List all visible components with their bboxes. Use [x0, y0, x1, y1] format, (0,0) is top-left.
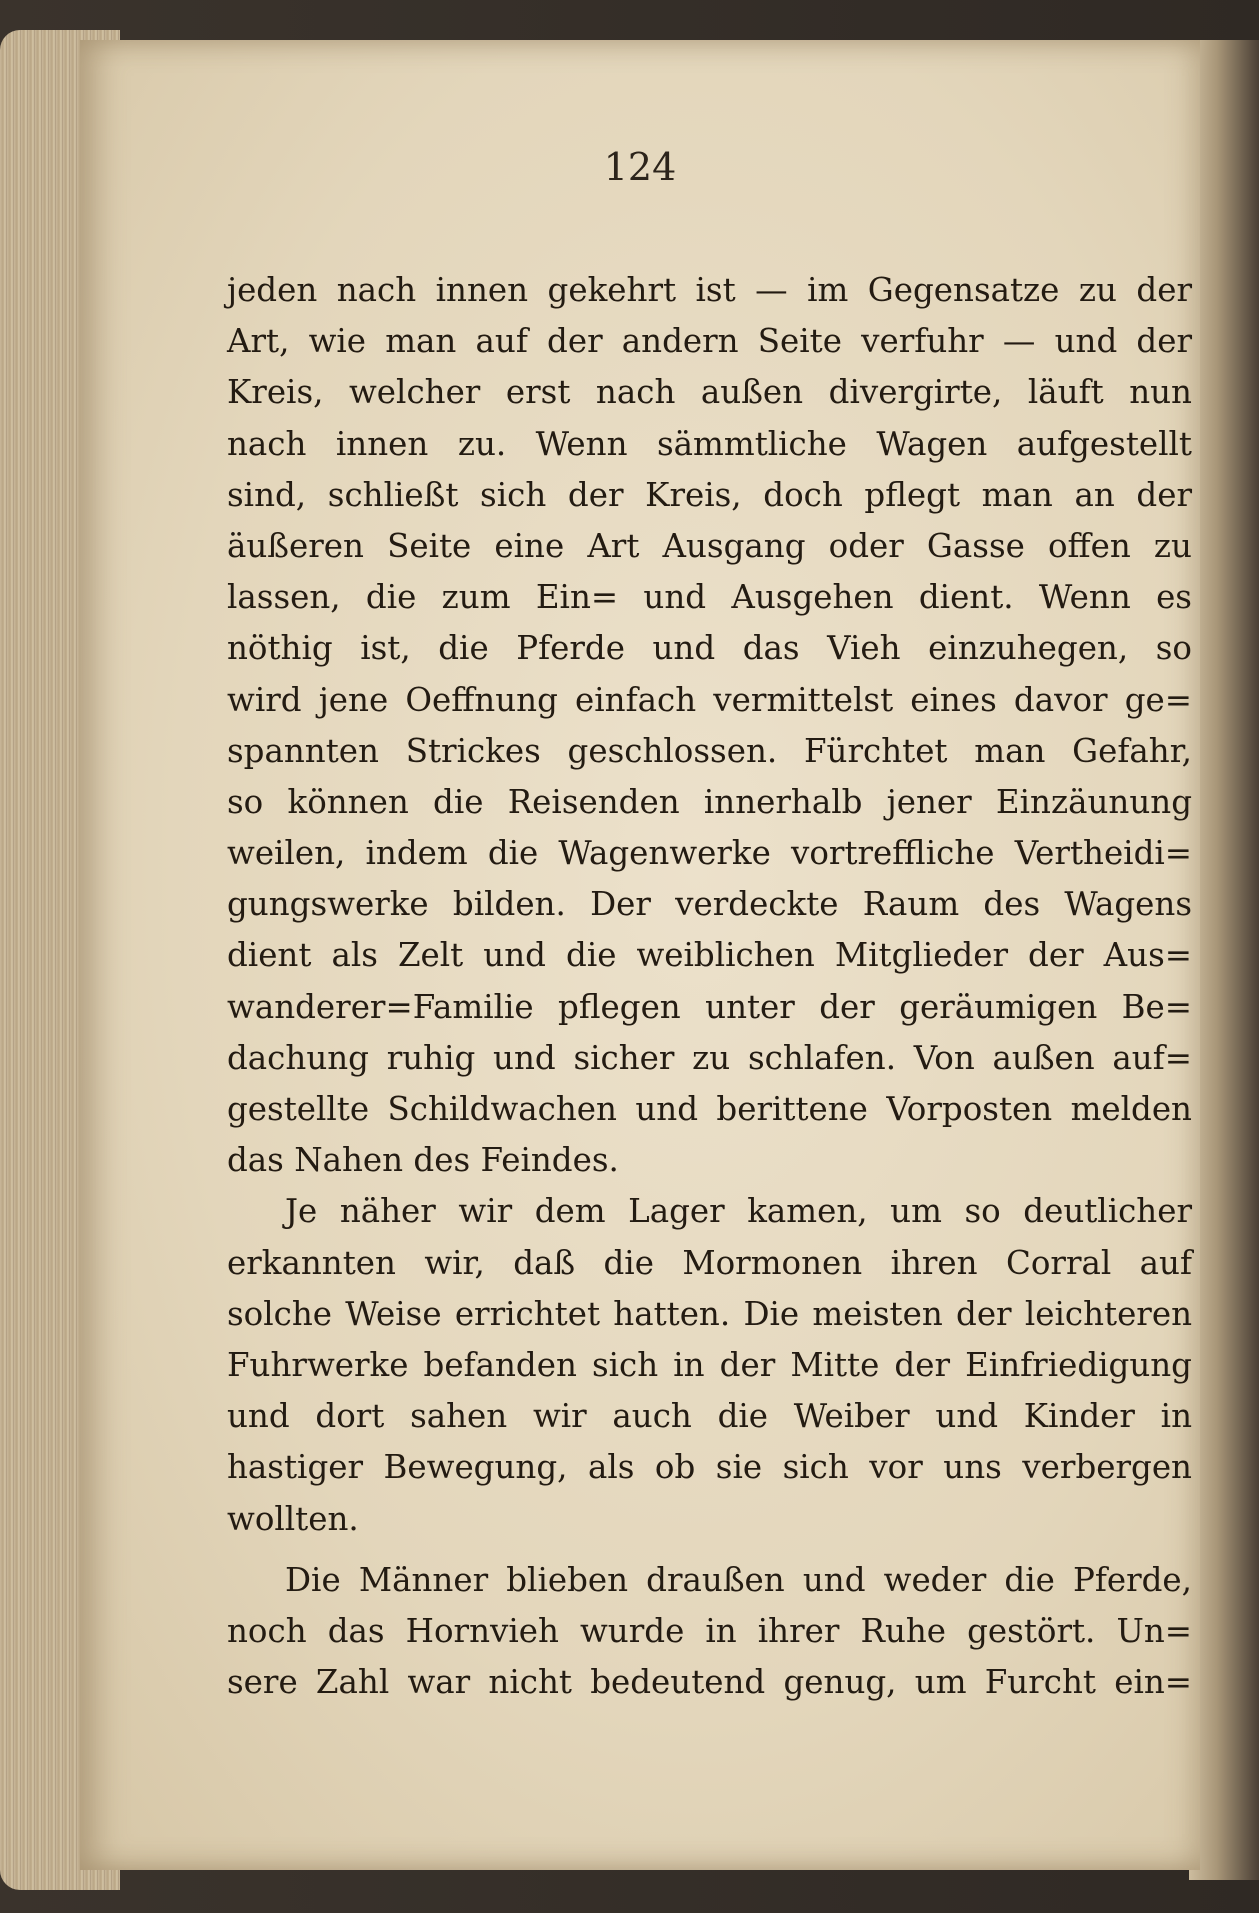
- text-line: wird jene Oeffnung einfach vermittelst eines davor ge=: [227, 680, 1192, 719]
- text-line: so können die Reisenden innerhalb jener Einzäunung: [227, 782, 1192, 821]
- text-line: gungswerke bilden. Der verdeckte Raum des Wagens: [227, 885, 1192, 924]
- body-text: [227, 265, 1192, 1708]
- text-line: sere Zahl war nicht bedeutend genug, um Furcht ein=: [227, 1663, 1192, 1702]
- page-number: 124: [603, 145, 677, 189]
- text-line: das Nahen des Feindes.: [227, 1141, 619, 1180]
- text-line: dachung ruhig und sicher zu schlafen. Von außen auf=: [227, 1038, 1192, 1077]
- text-line: dient als Zelt und die weiblichen Mitglieder der Aus=: [227, 936, 1192, 975]
- text-line: noch das Hornvieh wurde in ihrer Ruhe gestört. Un=: [227, 1611, 1192, 1650]
- text-line: hastiger Bewegung, als ob sie sich vor uns verbergen: [227, 1448, 1192, 1487]
- paragraph-3: [227, 1555, 1192, 1709]
- text-line: Je näher wir dem Lager kamen, um so deutlicher: [285, 1192, 1192, 1231]
- text-line: wanderer=Familie pflegen unter der geräumigen Be=: [227, 987, 1192, 1026]
- text-line: Fuhrwerke befanden sich in der Mitte der Einfriedigung: [227, 1345, 1192, 1384]
- text-line: Art, wie man auf der andern Seite verfuhr — und der: [227, 322, 1192, 361]
- text-line: wollten.: [227, 1499, 359, 1538]
- text-line: jeden nach innen gekehrt ist — im Gegensatze zu der: [227, 271, 1192, 309]
- text-line: nach innen zu. Wenn sämmtliche Wagen aufgestellt: [227, 424, 1192, 463]
- paragraph-2: [227, 1186, 1192, 1544]
- text-line: nöthig ist, die Pferde und das Vieh einzuhegen, so: [227, 629, 1192, 668]
- text-line: Kreis, welcher erst nach außen divergirte, läuft nun: [227, 373, 1192, 412]
- text-line: lassen, die zum Ein= und Ausgehen dient. Wenn es: [227, 578, 1192, 617]
- text-line: und dort sahen wir auch die Weiber und Kinder in: [227, 1397, 1192, 1436]
- text-line: gestellte Schildwachen und berittene Vorposten melden: [227, 1090, 1192, 1128]
- text-line: solche Weise errichtet hatten. Die meisten der leichteren: [227, 1294, 1192, 1333]
- text-line: sind, schließt sich der Kreis, doch pflegt man an der: [227, 475, 1192, 514]
- paragraph-1: [227, 265, 1192, 1186]
- text-line: Die Männer blieben draußen und weder die Pferde,: [285, 1560, 1192, 1599]
- text-line: spannten Strickes geschlossen. Fürchtet man Gefahr,: [227, 731, 1192, 770]
- book-page: [80, 40, 1200, 1870]
- text-line: erkannten wir, daß die Mormonen ihren Corral auf: [227, 1243, 1192, 1282]
- text-line: weilen, indem die Wagenwerke vortreffliche Vertheidi=: [227, 834, 1192, 873]
- text-line: äußeren Seite eine Art Ausgang oder Gasse offen zu: [227, 526, 1192, 565]
